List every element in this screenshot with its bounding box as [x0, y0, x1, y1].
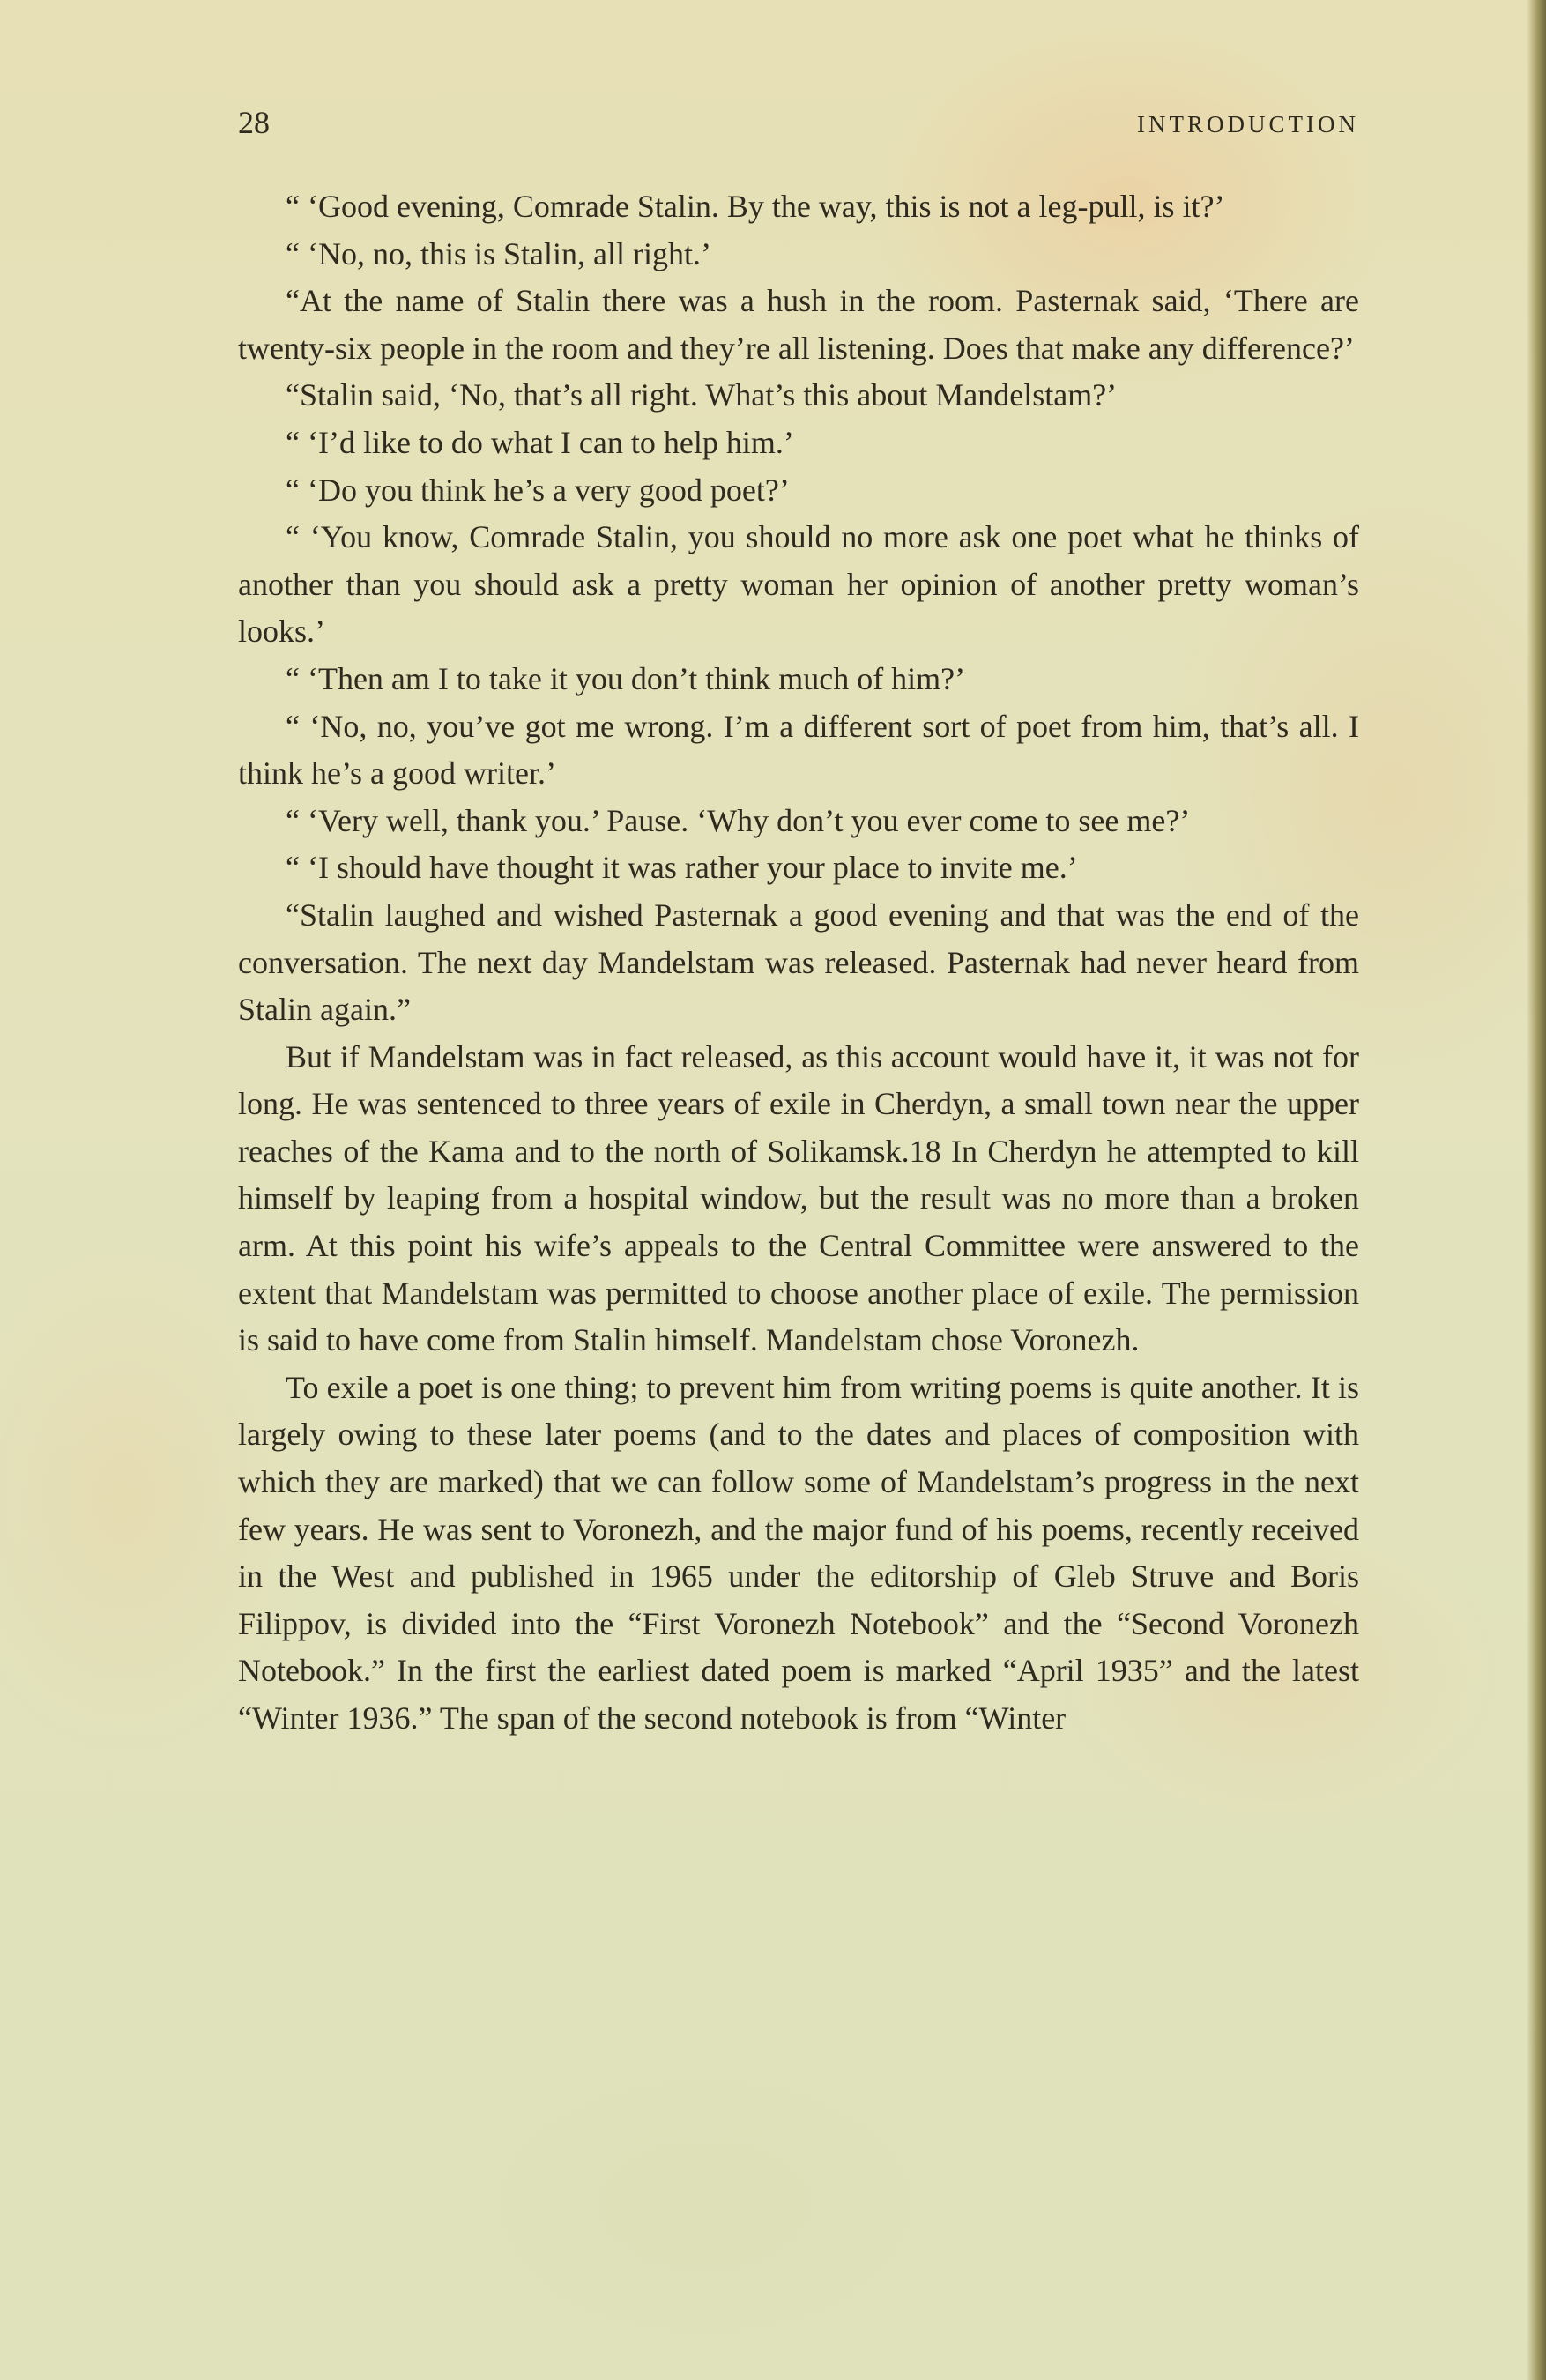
- paragraph: “Stalin said, ‘No, that’s all right. What’s this about Mandelstam?’: [286, 377, 1118, 413]
- paragraph: “ ‘Good evening, Comrade Stalin. By the way, this is not a leg-pull, is it?’: [286, 189, 1225, 224]
- paragraph: “ ‘I should have thought it was rather your place to invite me.’: [286, 850, 1078, 886]
- paragraph: “ ‘No, no, this is Stalin, all right.’: [286, 235, 711, 271]
- page-number: 28: [238, 105, 270, 140]
- paragraph: “ ‘Very well, thank you.’ Pause. ‘Why don’t you ever come to see me?’: [286, 802, 1191, 838]
- paragraph: “ ‘Do you think he’s a very good poet?’: [286, 472, 790, 508]
- page-edge-shadow: [1527, 0, 1546, 2380]
- page-header: [238, 104, 1359, 157]
- paragraph: “ ‘You know, Comrade Stalin, you should no more ask one poet what he thinks of another than you should ask a pretty woman her opinion of another pretty woman’s looks.’: [238, 519, 1359, 650]
- body-text: [238, 183, 1359, 1743]
- paragraph: To exile a poet is one thing; to prevent him from writing poems is quite another. It is largely owing to these later poems (and to the dates and places of composition with which they are marked) that we can follow some of Mandelstam’s progress in the next few years. He was sent to Voronezh, and the major fund of his poems, recently received in the West and published in 1965 under the editorship of Gleb Struve and Boris Filippov, is divided into the “First Voronezh Notebook” and the “Second Voronezh Notebook.” In the first the earliest dated poem is marked “April 1935” and the latest “Winter 1936.” The span of the second notebook is from “Winter: [238, 1369, 1359, 1736]
- paragraph: “ ‘No, no, you’ve got me wrong. I’m a different sort of poet from him, that’s all. I think he’s a good writer.’: [238, 708, 1359, 792]
- paragraph: “ ‘Then am I to take it you don’t think much of him?’: [286, 660, 966, 696]
- paragraph: “Stalin laughed and wished Pasternak a good evening and that was the end of the conversation. The next day Mandelstam was released. Pasternak had never heard from Stalin again.”: [238, 896, 1359, 1028]
- paragraph: “ ‘I’d like to do what I can to help him.’: [286, 424, 794, 460]
- running-head: INTRODUCTION: [1137, 111, 1359, 138]
- paragraph: But if Mandelstam was in fact released, as this account would have it, it was not for long. He was sentenced to three years of exile in Cherdyn, a small town near the upper reaches of the Kama and to the north of Solikamsk.18 In Cherdyn he attempted to kill himself by leaping from a hospital window, but the result was no more than a broken arm. At this point his wife’s appeals to the Central Committee were answered to the extent that Mandelstam was permitted to choose another place of exile. The permission is said to have come from Stalin himself. Mandelstam chose Voronezh.: [238, 1038, 1359, 1358]
- paragraph: “At the name of Stalin there was a hush in the room. Pasternak said, ‘There are twenty-six people in the room and they’re all listening. Does that make any difference?’: [238, 283, 1359, 366]
